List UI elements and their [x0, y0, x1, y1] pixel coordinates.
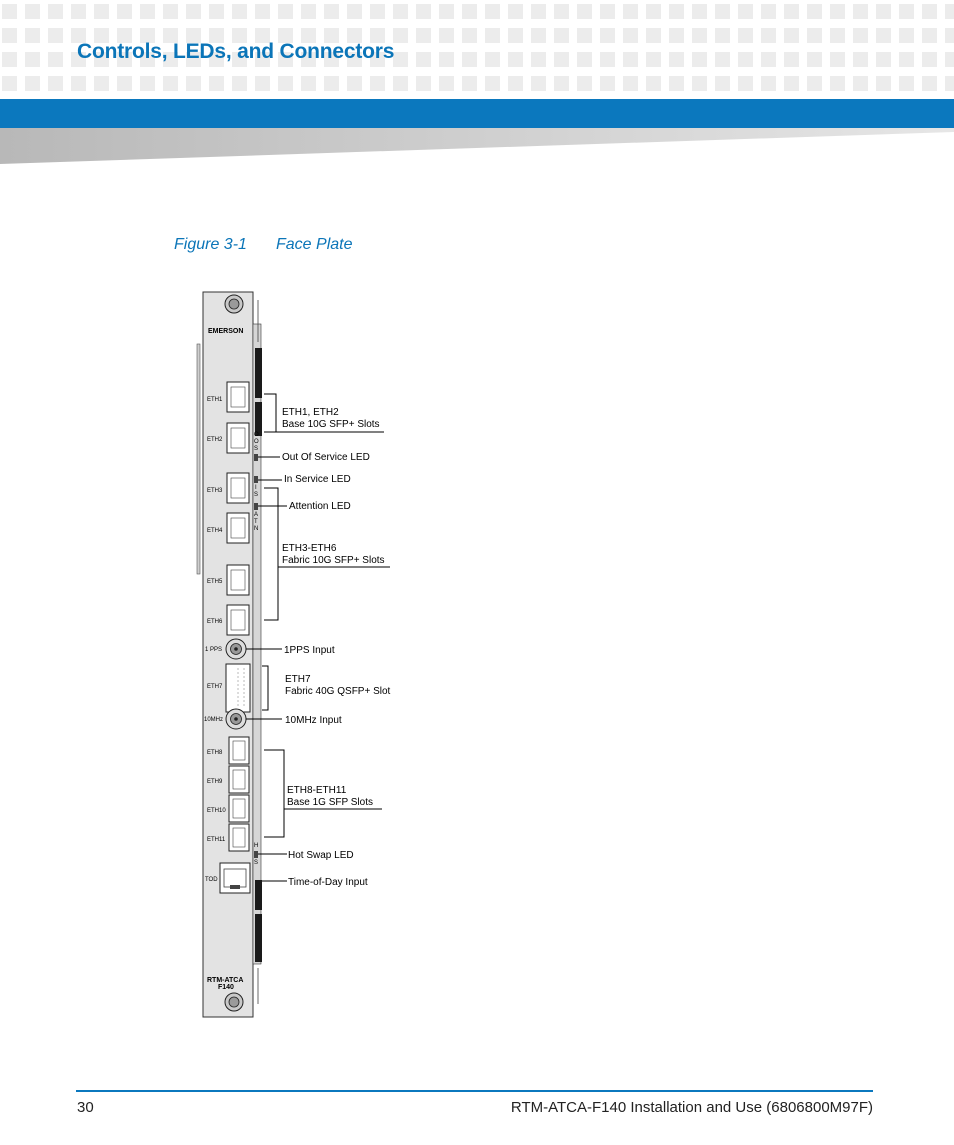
header-pattern-square — [531, 52, 546, 67]
header-pattern-square — [117, 4, 132, 19]
header-pattern-square — [715, 4, 730, 19]
led-hot-swap-icon — [254, 851, 258, 858]
header-pattern-square — [646, 52, 661, 67]
header-pattern-square — [807, 28, 822, 43]
header-pattern-square — [48, 52, 63, 67]
port-label: ETH3 — [207, 488, 223, 494]
header-pattern-square — [485, 28, 500, 43]
header-pattern-square — [393, 52, 408, 67]
header-pattern-square — [2, 76, 17, 91]
header-pattern-square — [347, 76, 362, 91]
header-pattern-square — [876, 28, 891, 43]
header-pattern-square — [623, 52, 638, 67]
header-pattern-square — [646, 76, 661, 91]
header-pattern-square — [140, 4, 155, 19]
header-pattern-square — [761, 52, 776, 67]
port-label: ETH11 — [207, 837, 226, 843]
port-label: ETH9 — [207, 779, 223, 785]
led-letter: S — [254, 492, 259, 498]
callout-eth3-eth6-line1: ETH3-ETH6 — [282, 543, 337, 554]
header-pattern-square — [761, 4, 776, 19]
callout-attention: Attention LED — [289, 501, 351, 512]
port-label: ETH4 — [207, 528, 223, 534]
header-pattern-square — [669, 4, 684, 19]
header-pattern-square — [876, 52, 891, 67]
callout-eth3-eth6-line2: Fabric 10G SFP+ Slots — [282, 555, 385, 566]
header-pattern-square — [416, 4, 431, 19]
callout-10mhz: 10MHz Input — [285, 715, 342, 726]
sfp-cage-eth2 — [227, 423, 249, 453]
header-pattern-square — [807, 4, 822, 19]
header-pattern-square — [600, 28, 615, 43]
header-pattern-square — [922, 52, 937, 67]
led-letter: S — [254, 446, 259, 452]
port-label: ETH5 — [207, 579, 223, 585]
led-letter: A — [254, 512, 259, 518]
header-pattern-square — [393, 28, 408, 43]
header-pattern-square — [462, 28, 477, 43]
plate-brand: EMERSON — [208, 328, 244, 335]
header-pattern-square — [347, 4, 362, 19]
port-label: 1 PPS — [205, 647, 223, 653]
header-pattern-square — [945, 76, 954, 91]
header-pattern-square — [416, 76, 431, 91]
plate-model-line1: RTM-ATCA — [207, 977, 244, 984]
header-pattern-square — [715, 76, 730, 91]
header-pattern-square — [577, 4, 592, 19]
header-blue-bar — [0, 99, 954, 128]
header-pattern-square — [600, 4, 615, 19]
port-label: ETH8 — [207, 750, 223, 756]
header-pattern-square — [577, 76, 592, 91]
header-pattern-square — [416, 52, 431, 67]
header-pattern-square — [554, 76, 569, 91]
header-pattern-square — [830, 76, 845, 91]
footer-rule — [76, 1090, 873, 1092]
header-pattern-square — [784, 52, 799, 67]
sfp-cage-eth6 — [227, 605, 249, 635]
header-pattern-square — [600, 76, 615, 91]
header-pattern-square — [140, 76, 155, 91]
rj45-tod-icon — [220, 863, 250, 893]
header-pattern-square — [508, 4, 523, 19]
header-pattern-square — [669, 76, 684, 91]
header-pattern-square — [853, 28, 868, 43]
header-pattern-square — [830, 4, 845, 19]
header-pattern-square — [439, 52, 454, 67]
header-pattern-square — [623, 4, 638, 19]
header-pattern-square — [117, 76, 132, 91]
header-pattern-square — [163, 76, 178, 91]
header-pattern-square — [485, 76, 500, 91]
sfp-cage-eth11 — [229, 824, 249, 851]
header-pattern-square — [784, 76, 799, 91]
header-pattern-square — [209, 76, 224, 91]
header-pattern-square — [485, 4, 500, 19]
header-pattern-square — [508, 28, 523, 43]
header-pattern-square — [439, 4, 454, 19]
document-title: RTM-ATCA-F140 Installation and Use (6806800M97F) — [510, 1099, 873, 1116]
port-label: ETH7 — [207, 684, 223, 690]
header-pattern-square — [853, 4, 868, 19]
header-pattern-square — [48, 76, 63, 91]
header-pattern-square — [738, 76, 753, 91]
header-pattern-square — [485, 52, 500, 67]
header-pattern-square — [784, 28, 799, 43]
header-pattern-square — [715, 28, 730, 43]
header-pattern-square — [669, 28, 684, 43]
callout-eth1-eth2-line2: Base 10G SFP+ Slots — [282, 419, 380, 430]
sfp-cage-eth1 — [227, 382, 249, 412]
header-pattern-square — [761, 28, 776, 43]
bottom-screw-icon — [225, 993, 243, 1011]
led-out-of-service-icon — [254, 454, 258, 461]
header-pattern-square — [393, 4, 408, 19]
led-letter: N — [254, 526, 259, 532]
header-pattern-square — [807, 52, 822, 67]
callout-tod: Time-of-Day Input — [288, 877, 368, 888]
face-plate-figure — [196, 284, 416, 1022]
header-pattern-square — [531, 28, 546, 43]
header-pattern-square — [462, 76, 477, 91]
header-pattern-square — [899, 4, 914, 19]
header-pattern-square — [370, 76, 385, 91]
header-pattern-square — [370, 4, 385, 19]
header-pattern-square — [186, 76, 201, 91]
header-pattern-square — [462, 52, 477, 67]
header-pattern-square — [554, 4, 569, 19]
figure-number: Figure 3-1 — [174, 236, 247, 253]
header-pattern-square — [922, 76, 937, 91]
callout-hot-swap: Hot Swap LED — [288, 850, 354, 861]
header-pattern-square — [232, 4, 247, 19]
header-pattern-square — [692, 4, 707, 19]
header-pattern-square — [646, 4, 661, 19]
header-pattern-square — [25, 52, 40, 67]
header-pattern-square — [508, 52, 523, 67]
header-pattern-square — [94, 76, 109, 91]
header-pattern-square — [554, 52, 569, 67]
header-pattern-square — [2, 52, 17, 67]
header-pattern-square — [738, 4, 753, 19]
header-pattern-square — [324, 76, 339, 91]
header-pattern-square — [945, 28, 954, 43]
led-letter: O — [254, 439, 259, 445]
header-pattern-square — [692, 28, 707, 43]
header-pattern-square — [416, 28, 431, 43]
callout-eth1-eth2-line1: ETH1, ETH2 — [282, 407, 339, 418]
header-pattern-square — [853, 76, 868, 91]
header-pattern-square — [301, 4, 316, 19]
header-pattern-square — [301, 76, 316, 91]
header-pattern-square — [853, 52, 868, 67]
header-pattern-square — [623, 28, 638, 43]
callout-eth8-eth11-line1: ETH8-ETH11 — [287, 785, 347, 796]
header-pattern-square — [48, 4, 63, 19]
header-pattern-square — [692, 52, 707, 67]
header-pattern-square — [876, 76, 891, 91]
header-pattern-square — [48, 28, 63, 43]
header-pattern-square — [577, 52, 592, 67]
header-pattern-square — [830, 52, 845, 67]
header-pattern-square — [255, 76, 270, 91]
header-pattern-square — [324, 4, 339, 19]
page-number: 30 — [77, 1099, 94, 1116]
coax-1pps-icon — [226, 639, 246, 659]
sfp-cage-eth10 — [229, 795, 249, 822]
led-in-service-icon — [254, 476, 258, 483]
led-letter: H — [254, 843, 259, 849]
header-pattern-square — [922, 4, 937, 19]
sfp-cage-eth5 — [227, 565, 249, 595]
section-title: Controls, LEDs, and Connectors — [77, 40, 395, 63]
port-label: TOD — [205, 877, 218, 883]
header-pattern-square — [531, 76, 546, 91]
callout-eth7-line2: Fabric 40G QSFP+ Slot — [285, 686, 391, 697]
qsfp-cage-eth7 — [226, 664, 250, 712]
header-pattern-square — [278, 4, 293, 19]
header-pattern-square — [830, 28, 845, 43]
callout-eth7-line1: ETH7 — [285, 674, 311, 685]
port-label: ETH6 — [207, 619, 223, 625]
header-pattern-square — [807, 76, 822, 91]
header-pattern-square — [646, 28, 661, 43]
port-label: ETH1 — [207, 397, 223, 403]
header-pattern-square — [784, 4, 799, 19]
callout-out-of-service: Out Of Service LED — [282, 452, 370, 463]
header-pattern-square — [94, 4, 109, 19]
header-pattern-square — [600, 52, 615, 67]
callout-eth8-eth11-line2: Base 1G SFP Slots — [287, 797, 373, 808]
header-pattern-square — [25, 4, 40, 19]
header-pattern-square — [71, 76, 86, 91]
sfp-cage-eth3 — [227, 473, 249, 503]
plate-model-line2: F140 — [218, 984, 234, 991]
header-pattern-square — [25, 28, 40, 43]
port-label: 10MHz — [204, 717, 224, 723]
header-pattern-square — [462, 4, 477, 19]
callout-1pps: 1PPS Input — [284, 645, 335, 656]
header-pattern-square — [393, 76, 408, 91]
header-pattern-square — [232, 76, 247, 91]
header-pattern-square — [439, 28, 454, 43]
led-attention-icon — [254, 503, 258, 510]
header-pattern-square — [554, 28, 569, 43]
header-pattern-square — [876, 4, 891, 19]
port-label: ETH10 — [207, 808, 226, 814]
coax-10mhz-icon — [226, 709, 246, 729]
header-pattern-square — [899, 76, 914, 91]
sfp-cage-eth9 — [229, 766, 249, 793]
header-pattern-square — [738, 52, 753, 67]
header-pattern-square — [577, 28, 592, 43]
header-pattern-square — [186, 4, 201, 19]
header-pattern-square — [209, 4, 224, 19]
sfp-cage-eth4 — [227, 513, 249, 543]
header-pattern-square — [2, 4, 17, 19]
header-pattern-square — [2, 28, 17, 43]
header-pattern-square — [71, 4, 86, 19]
header-gray-wedge — [0, 128, 954, 164]
callout-in-service: In Service LED — [284, 474, 351, 485]
header-pattern-square — [278, 76, 293, 91]
figure-title: Face Plate — [276, 236, 353, 253]
header-pattern-square — [715, 52, 730, 67]
header-pattern-square — [531, 4, 546, 19]
top-screw-icon — [225, 295, 243, 313]
led-letter: I — [255, 485, 257, 491]
header-pattern-square — [623, 76, 638, 91]
led-letter: S — [254, 860, 259, 866]
header-pattern-square — [945, 52, 954, 67]
header-pattern-square — [899, 28, 914, 43]
header-pattern-square — [692, 76, 707, 91]
led-letter: O — [254, 432, 259, 438]
header-pattern-square — [761, 76, 776, 91]
header-pattern-square — [255, 4, 270, 19]
header-pattern-square — [669, 52, 684, 67]
header-pattern-square — [899, 52, 914, 67]
header-pattern-square — [439, 76, 454, 91]
port-label: ETH2 — [207, 437, 223, 443]
header-pattern-square — [738, 28, 753, 43]
sfp-cage-eth8 — [229, 737, 249, 764]
led-letter: T — [254, 519, 258, 525]
header-pattern-square — [25, 76, 40, 91]
header-pattern-square — [945, 4, 954, 19]
header-pattern-square — [163, 4, 178, 19]
header-pattern-square — [922, 28, 937, 43]
header-pattern-square — [508, 76, 523, 91]
